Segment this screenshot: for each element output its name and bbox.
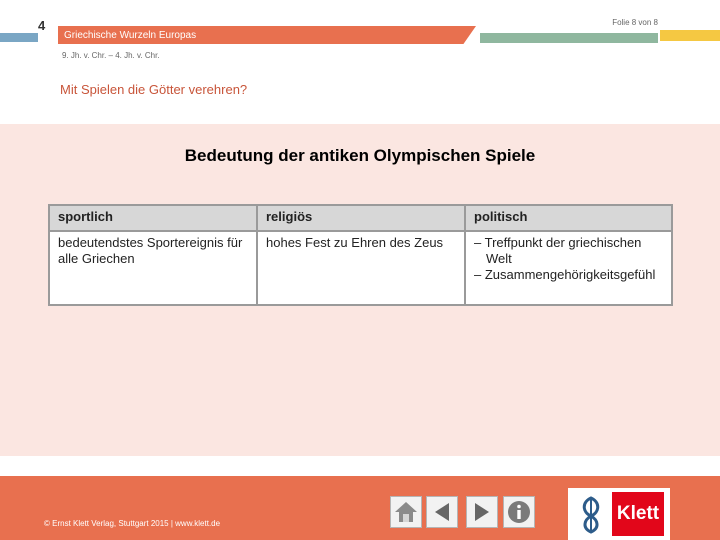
header-bar-blue	[0, 33, 38, 42]
copyright-text: © Ernst Klett Verlag, Stuttgart 2015 | www.klett.de	[44, 519, 221, 528]
table-row	[49, 231, 672, 305]
date-range: 9. Jh. v. Chr. – 4. Jh. v. Chr.	[62, 51, 160, 60]
home-button[interactable]	[390, 496, 422, 528]
page-title: Bedeutung der antiken Olympischen Spiele	[184, 146, 536, 165]
header-bar-green	[480, 33, 658, 43]
cell-sportlich: bedeutendstes Sportereignis für alle Griechen	[49, 231, 257, 305]
page-subtitle: Mit Spielen die Götter verehren?	[60, 82, 248, 97]
arrow-left-icon	[431, 501, 453, 523]
header-sportlich: sportlich	[49, 205, 257, 231]
header-religioes: religiös	[257, 205, 465, 231]
klett-emblem-icon	[574, 494, 608, 534]
header-politisch: politisch	[465, 205, 672, 231]
cell-politisch	[465, 231, 672, 305]
cell-religioes: hohes Fest zu Ehren des Zeus	[257, 231, 465, 305]
meaning-table	[48, 204, 673, 306]
arrow-right-icon	[471, 501, 493, 523]
next-button[interactable]	[466, 496, 498, 528]
table-header-row	[49, 205, 672, 231]
info-icon	[507, 500, 531, 524]
footer	[0, 476, 720, 540]
politisch-point-2: – Zusammengehörigkeitsgefühl	[474, 267, 656, 282]
header-bar-yellow	[660, 30, 720, 41]
content-area	[0, 124, 720, 456]
slide-counter: Folie 8 von 8	[612, 18, 658, 27]
politisch-point-1: – Treffpunkt der griechischen Welt	[474, 235, 642, 266]
info-button[interactable]	[503, 496, 535, 528]
home-icon	[393, 500, 419, 524]
klett-logo	[568, 488, 670, 540]
klett-logo-text: Klett	[616, 503, 660, 524]
chapter-number: 4	[38, 18, 46, 33]
klett-logo-panel	[612, 492, 664, 536]
chapter-title: Griechische Wurzeln Europas	[64, 30, 197, 41]
previous-button[interactable]	[426, 496, 458, 528]
